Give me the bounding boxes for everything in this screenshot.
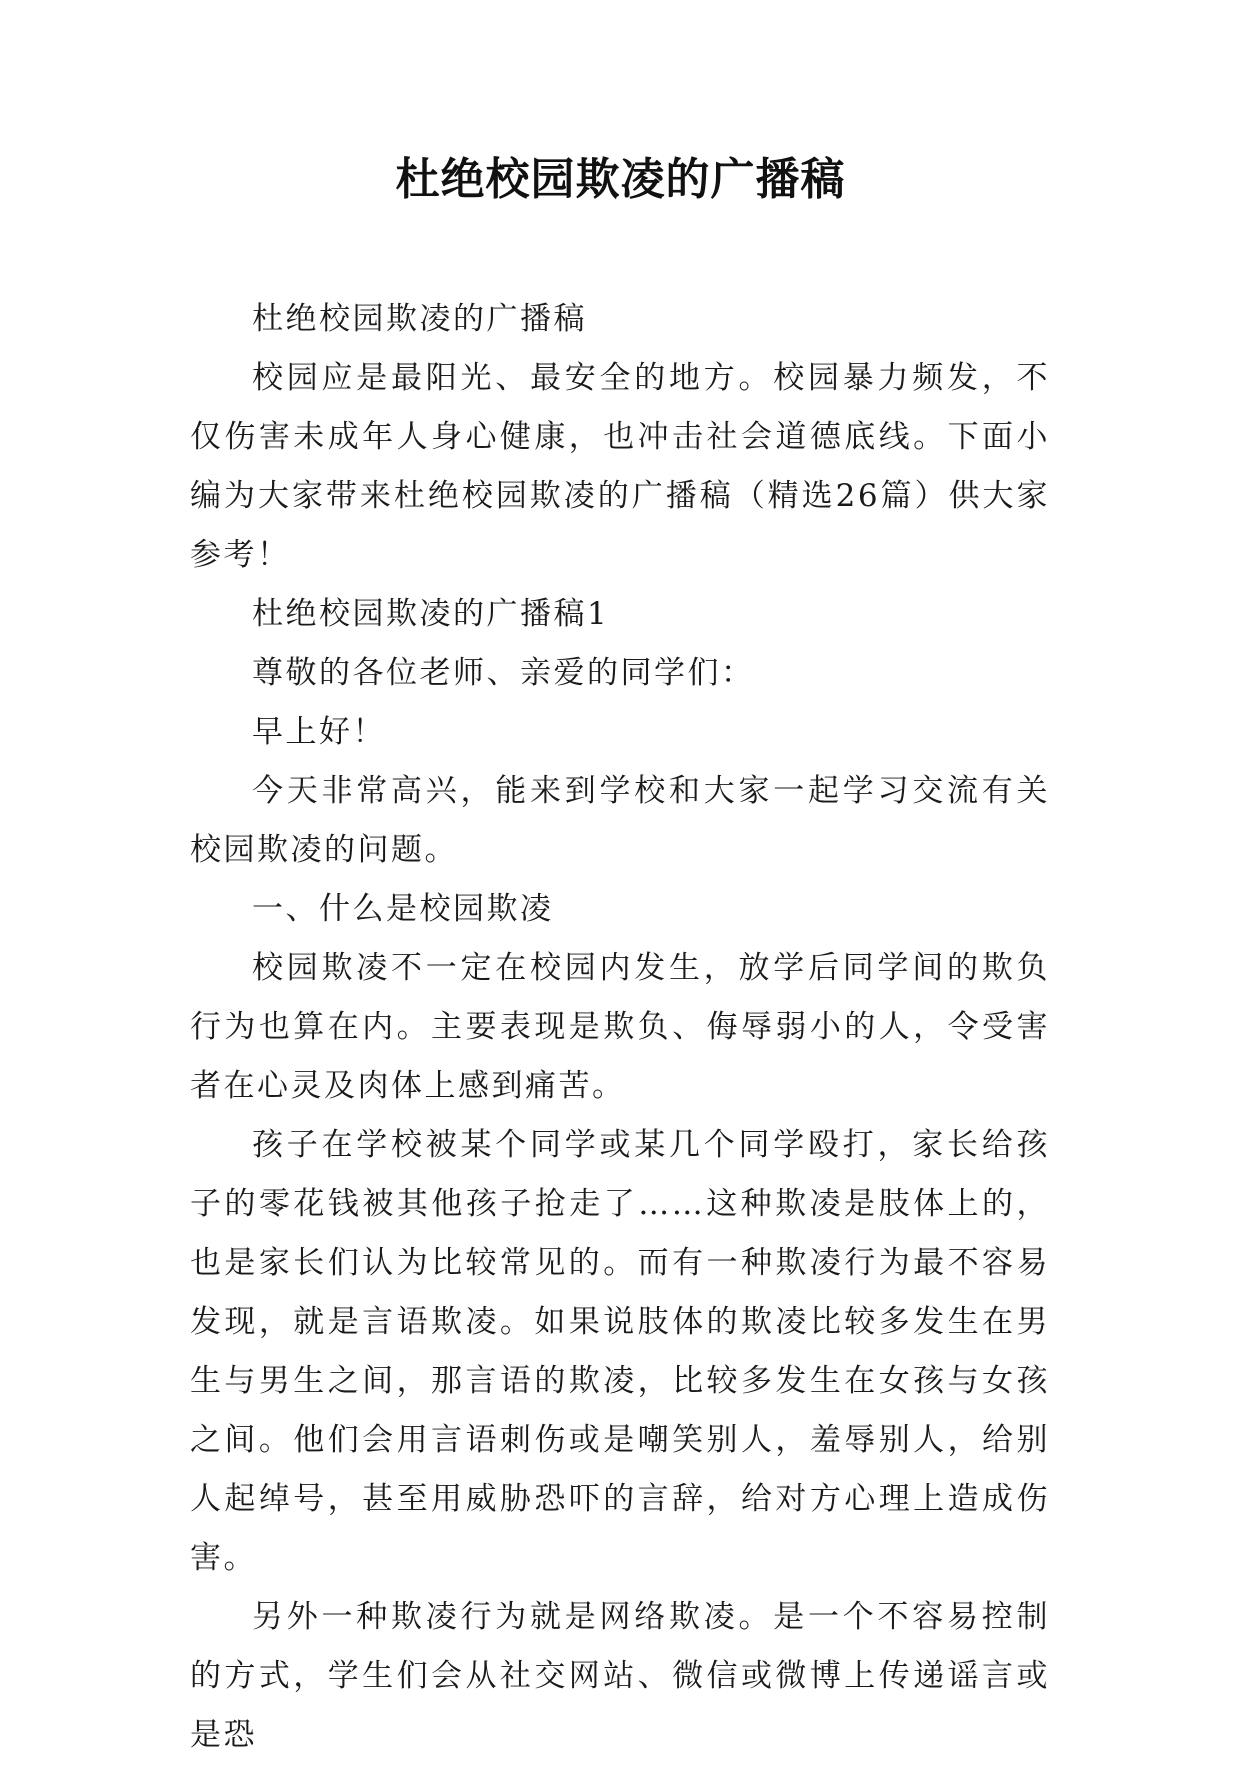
paragraph-heading: 杜绝校园欺凌的广播稿: [252, 301, 587, 337]
paragraph-cyberbullying: 另外一种欺凌行为就是网络欺凌。是一个不容易控制的方式，学生们会从社交网站、微信或微博上传递谣言或是恐: [190, 1599, 1050, 1753]
paragraph-section-title: 杜绝校园欺凌的广播稿1: [252, 596, 610, 632]
document-title: 杜绝校园欺凌的广播稿: [395, 154, 846, 205]
paragraph-opening: 今天非常高兴，能来到学校和大家一起学习交流有关校园欺凌的问题。: [190, 773, 1050, 868]
paragraph-greeting: 早上好！: [252, 714, 386, 750]
document-body: [190, 290, 1050, 1765]
paragraph-definition: 校园欺凌不一定在校园内发生，放学后同学间的欺负行为也算在内。主要表现是欺负、侮辱弱小的人，令受害者在心灵及肉体上感到痛苦。: [190, 950, 1050, 1104]
paragraph-subheading: 一、什么是校园欺凌: [252, 891, 554, 927]
paragraph-examples: 孩子在学校被某个同学或某几个同学殴打，家长给孩子的零花钱被其他孩子抢走了……这种欺凌是肢体上的，也是家长们认为比较常见的。而有一种欺凌行为最不容易发现，就是言语欺凌。如果说肢体的欺凌比较多发生在男生与男生之间，那言语的欺凌，比较多发生在女孩与女孩之间。他们会用言语刺伤或是嘲笑别人，羞辱别人，给别人起绰号，甚至用威胁恐吓的言辞，给对方心理上造成伤害。: [190, 1127, 1050, 1576]
paragraph-intro: 校园应是最阳光、最安全的地方。校园暴力频发，不仅伤害未成年人身心健康，也冲击社会道德底线。下面小编为大家带来杜绝校园欺凌的广播稿（精选26篇）供大家参考！: [190, 360, 1050, 573]
paragraph-salutation: 尊敬的各位老师、亲爱的同学们：: [252, 655, 755, 691]
